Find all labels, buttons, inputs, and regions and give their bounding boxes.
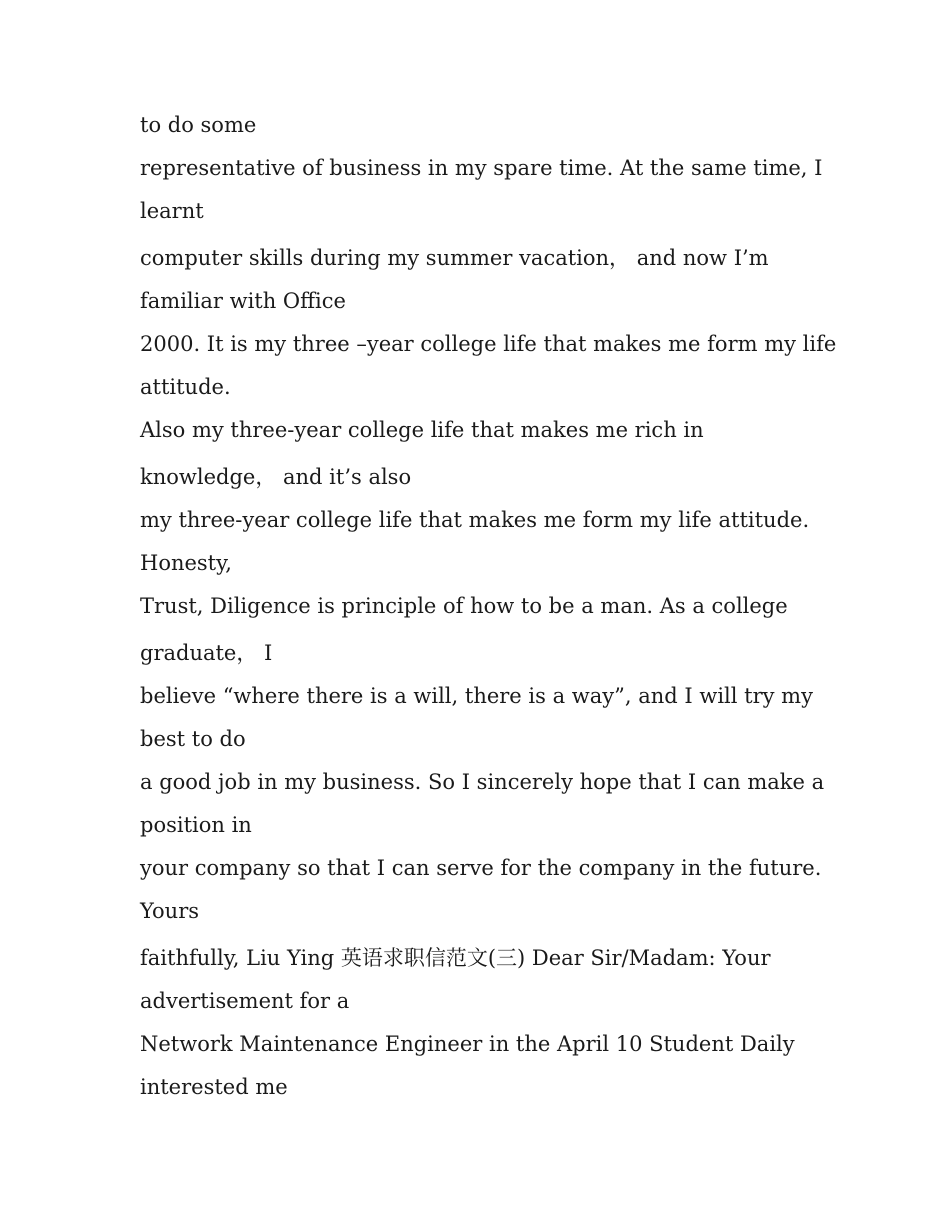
text-line: best to do — [140, 727, 246, 751]
text-line: representative of business in my spare time. At the same time, I — [140, 156, 823, 180]
text-line: graduate， I — [140, 641, 273, 665]
text-line: 2000. It is my three –year college life that makes me form my life — [140, 332, 837, 356]
text-line: believe “where there is a will, there is a way”, and I will try my — [140, 684, 813, 708]
text-line: Trust, Diligence is principle of how to be a man. As a college — [140, 594, 788, 618]
text-line: my three-year college life that makes me form my life attitude. — [140, 508, 810, 532]
text-line: interested me — [140, 1075, 288, 1099]
text-line: familiar with Office — [140, 289, 346, 313]
text-line: Network Maintenance Engineer in the April 10 Student Daily — [140, 1032, 795, 1056]
text-line: learnt — [140, 199, 204, 223]
text-line: knowledge， and it’s also — [140, 465, 412, 489]
text-line: computer skills during my summer vacation， and now I’m — [140, 246, 769, 270]
text-line: faithfully, Liu Ying 英语求职信范文(三) Dear Sir/Madam: Your — [140, 946, 771, 970]
text-line: your company so that I can serve for the company in the future. — [140, 856, 822, 880]
document-body — [140, 104, 837, 1109]
text-line: Yours — [140, 899, 200, 923]
text-line: advertisement for a — [140, 989, 350, 1013]
text-line: attitude. — [140, 375, 231, 399]
text-line: position in — [140, 813, 252, 837]
text-line: Honesty, — [140, 551, 232, 575]
text-line: a good job in my business. So I sincerely hope that I can make a — [140, 770, 825, 794]
text-line: Also my three-year college life that makes me rich in — [140, 418, 704, 442]
text-line: to do some — [140, 113, 257, 137]
